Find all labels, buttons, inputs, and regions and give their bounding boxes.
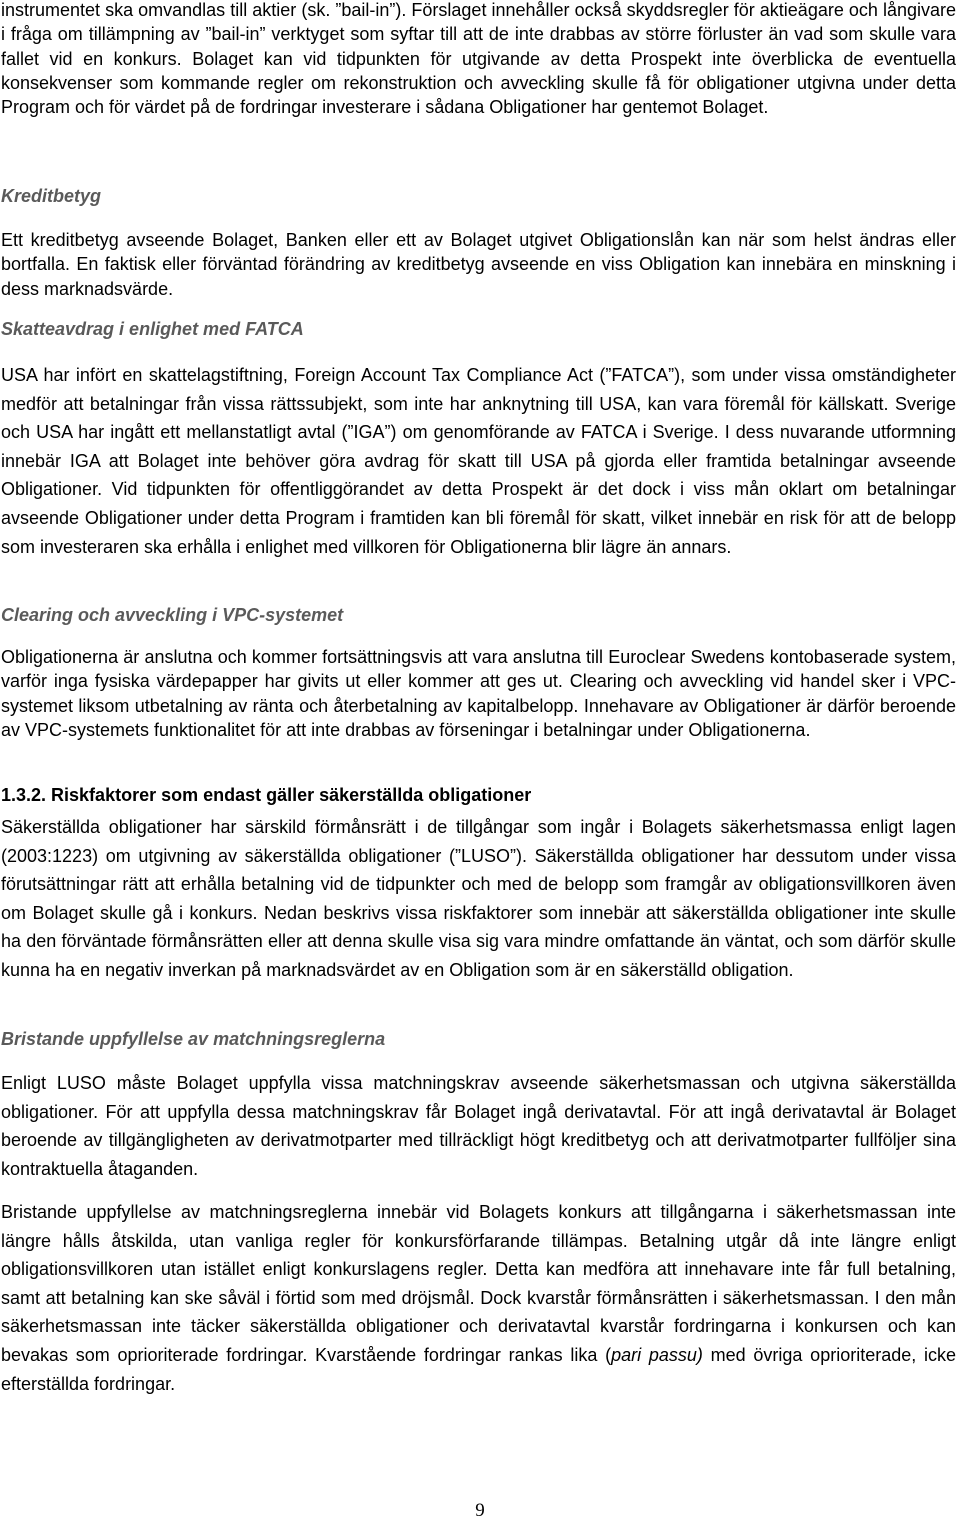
heading-matchning: Bristande uppfyllelse av matchningsreglerna xyxy=(1,1029,386,1049)
matchning-paragraph-2 xyxy=(1,1198,956,1398)
page-number: 9 xyxy=(475,1500,485,1521)
clearing-paragraph: Obligationerna är anslutna och kommer fortsättningsvis att vara anslutna till Euroclear Swedens kontobaserade system, varför inga fysiska värdepapper har givits ut eller kommer att ges ut. Clearing och avveckling vid handel sker i VPC-systemet liksom utbetalning av ränta och återbetalning av kapitalbelopp. Innehavare av Obligationer är därför beroende av VPC-systemets funktionalitet för att inte drabbas av förseningar i betalningar under Obligationerna. xyxy=(1,647,956,740)
matchning-paragraph-2-end: med övriga oprioriterade, icke efterställda fordringar. xyxy=(1,1344,956,1394)
matchning-paragraph-2-text: Bristande uppfyllelse av matchningsreglerna innebär vid Bolagets konkurs att tillgångarna i säkerhetsmassan inte längre hålls åtskilda, utan vanliga regler för konkursförfarande tillämpas. Betalning utgår då inte längre enligt obligationsvillkoren utan istället enligt konkurslagens regler. Detta kan medföra att innehavare inte får full betalning, samt att betalning kan ske såväl i förtid som med dröjsmål. Dock kvarstår förmånsrätten i säkerhetsmassan. I den mån säkerhetsmassan inte täcker säkerställda obligationer och derivatavtal kvarstår fordringarna i konkursen och kan bevakas som oprioriterade fordringar. Kvarstående fordringar rankas lika ( xyxy=(1,1202,956,1365)
section-heading: 1.3.2. Riskfaktorer som endast gäller säkerställda obligationer xyxy=(1,785,532,805)
matchning-paragraph-1: Enligt LUSO måste Bolaget uppfylla vissa matchningskrav avseende säkerhetsmassan och utgivna säkerställda obligationer. För att uppfylla dessa matchningskrav får Bolaget ingå derivatavtal. För att ingå derivatavtal är Bolaget beroende av tillgängligheten av derivatmotparter med tillräckligt högt kreditbetyg och att derivatmotparter fullföljer sina kontraktuella åtaganden. xyxy=(1,1073,956,1179)
kreditbetyg-paragraph: Ett kreditbetyg avseende Bolaget, Banken eller ett av Bolaget utgivet Obligationslån kan när som helst ändras eller bortfalla. En faktisk eller förväntad förändring av kreditbetyg avseende en viss Obligation kan innebära en minskning i dess marknadsvärde. xyxy=(1,230,956,299)
section-paragraph: Säkerställda obligationer har särskild förmånsrätt i de tillgångar som ingår i Bolagets säkerhetsmassa enligt lagen (2003:1223) om utgivning av säkerställda obligationer (”LUSO”). Säkerställda obligationer har dessutom under vissa förutsättningar rätt att erhålla betalning vid de tidpunkter och med de belopp som framgår av obligationsvillkoren även om Bolaget skulle gå i konkurs. Nedan beskrivs vissa riskfaktorer som innebär att säkerställda obligationer inte skulle ha den förväntade förmånsrätten eller att denna skulle visa sig vara mindre omfattande än väntat, och som därför skulle kunna ha en negativ inverkan på marknadsvärdet av en Obligation som är en säkerställd obligation. xyxy=(1,817,956,980)
heading-clearing: Clearing och avveckling i VPC-systemet xyxy=(1,605,344,625)
intro-paragraph: instrumentet ska omvandlas till aktier (sk. ”bail-in”). Förslaget innehåller också skyddsregler för aktieägare och långivare i fråga om tillämpning av ”bail-in” verktyget som syftar till att de inte drabbas av större förluster än vad som skulle vara fallet vid en konkurs. Bolaget kan vid tidpunkten för utgivande av detta Prospekt inte överblicka de eventuella konsekvenser som kommande regler om rekonstruktion och avveckling skulle få för obligationer utgivna under detta Program och för värdet på de fordringar investerare i sådana Obligationer har gentemot Bolaget. xyxy=(1,0,956,118)
heading-fatca: Skatteavdrag i enlighet med FATCA xyxy=(1,319,304,339)
pari-passu-term: pari passu) xyxy=(611,1344,703,1365)
fatca-paragraph: USA har infört en skattelagstiftning, Foreign Account Tax Compliance Act (”FATCA”), som under vissa omständigheter medför att betalningar från vissa rättssubjekt, som inte har anknytning till USA, kan vara föremål för källskatt. Sverige och USA har ingått ett mellanstatligt avtal (”IGA”) om genomförande av FATCA i Sverige. I dess nuvarande utformning innebär IGA att Bolaget inte behöver göra avdrag för skatt till USA på gjorda eller framtida betalningar avseende Obligationer. Vid tidpunkten för offentliggörandet av detta Prospekt är det dock i viss mån oklart om betalningar avseende Obligationer under detta Program i framtiden kan bli föremål för skatt, vilket innebär en risk för att de belopp som investeraren ska erhålla i enlighet med villkoren för Obligationerna blir lägre än annars. xyxy=(1,365,956,557)
heading-kreditbetyg: Kreditbetyg xyxy=(1,186,102,206)
